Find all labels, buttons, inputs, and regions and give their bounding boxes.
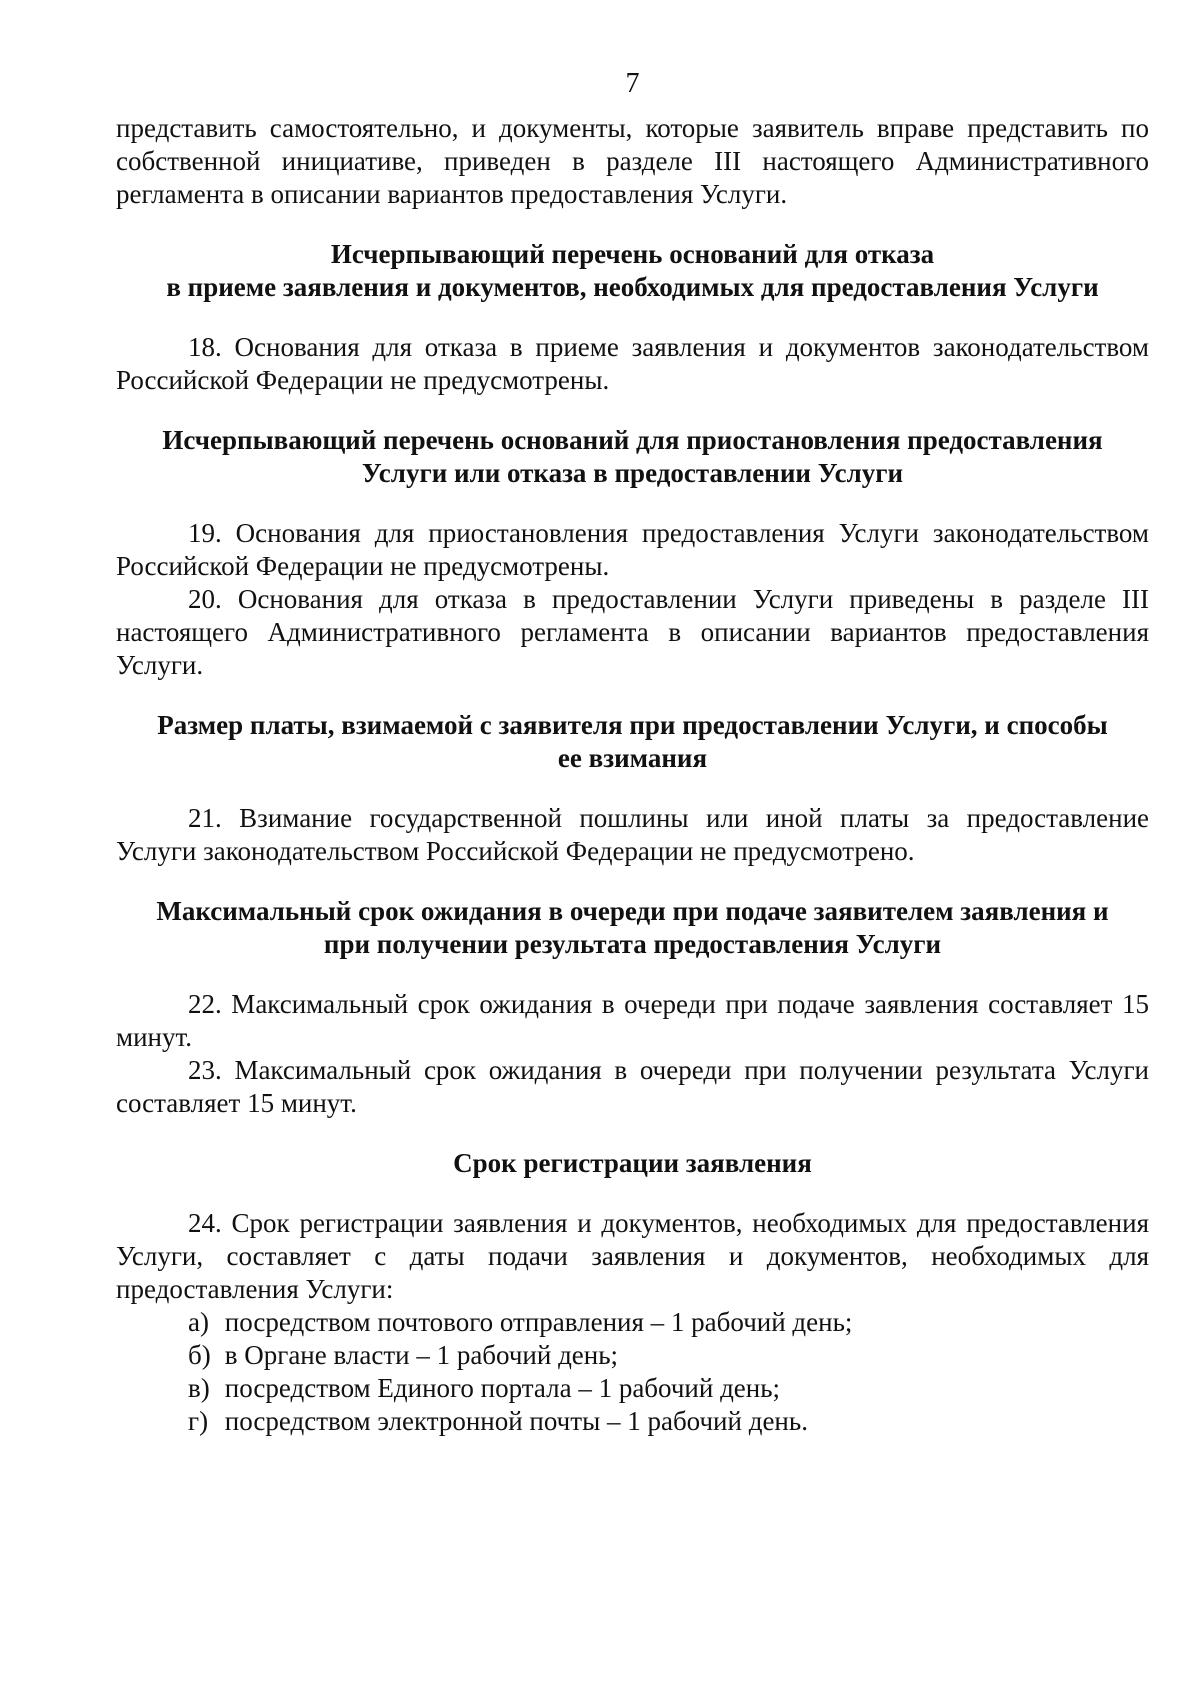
- section-heading-queue-time: [116, 895, 1149, 961]
- heading-line: в приеме заявления и документов, необходимых для предоставления Услуги: [166, 272, 1099, 302]
- list-item: [116, 1405, 1149, 1438]
- list-marker: г): [188, 1406, 209, 1436]
- paragraph-22: 22. Максимальный срок ожидания в очереди при подаче заявления составляет 15 минут.: [116, 989, 1149, 1052]
- list-marker: в): [188, 1373, 210, 1403]
- heading-line: при получении результата предоставления Услуги: [323, 929, 942, 959]
- section-heading-registration-time: [116, 1147, 1149, 1180]
- paragraph-24: 24. Срок регистрации заявления и документов, необходимых для предоставления Услуги, составляет с даты подачи заявления и документов, необходимых для предоставления Услуги:: [116, 1208, 1149, 1304]
- paragraph-21: 21. Взимание государственной пошлины или иной платы за предоставление Услуги законодательством Российской Федерации не предусмотрено.: [116, 803, 1149, 866]
- heading-line: Максимальный срок ожидания в очереди при подаче заявителем заявления и: [156, 896, 1109, 926]
- page-number: 7: [625, 68, 640, 99]
- heading-line: Размер платы, взимаемой с заявителя при предоставлении Услуги, и способы: [157, 710, 1108, 740]
- section-heading-fee: [116, 709, 1149, 775]
- list-item-text: в Органе власти – 1 рабочий день;: [224, 1340, 619, 1370]
- list-item-text: посредством электронной почты – 1 рабочий день.: [224, 1406, 808, 1436]
- paragraph-18: 18. Основания для отказа в приеме заявления и документов законодательством Российской Федерации не предусмотрены.: [116, 332, 1149, 395]
- list-item: [116, 1372, 1149, 1405]
- document-page: [116, 64, 1149, 1438]
- list-item-text: посредством Единого портала – 1 рабочий день;: [224, 1373, 781, 1403]
- list-item: [116, 1339, 1149, 1372]
- paragraph-23: 23. Максимальный срок ожидания в очереди при получении результата Услуги составляет 15 минут.: [116, 1055, 1149, 1118]
- list-item-text: посредством почтового отправления – 1 рабочий день;: [224, 1307, 853, 1337]
- section-heading-suspension-refusal: [116, 424, 1149, 490]
- heading-line: Срок регистрации заявления: [453, 1148, 812, 1178]
- list-marker: а): [188, 1307, 209, 1337]
- paragraph-20: 20. Основания для отказа в предоставлении Услуги приведены в разделе III настоящего Административного регламента в описании вариантов предоставления Услуги.: [116, 584, 1149, 680]
- heading-line: Услуги или отказа в предоставлении Услуги: [361, 458, 904, 488]
- section-heading-refusal-acceptance: [116, 238, 1149, 304]
- heading-line: Исчерпывающий перечень оснований для приостановления предоставления: [162, 425, 1103, 455]
- intro-paragraph: представить самостоятельно, и документы, которые заявитель вправе представить по собственной инициативе, приведен в разделе III настоящего Административного регламента в описании вариантов предоставления Услуги.: [116, 113, 1149, 209]
- heading-line: ее взимания: [557, 743, 708, 773]
- list-marker: б): [188, 1340, 211, 1370]
- list-item: [116, 1306, 1149, 1339]
- paragraph-19: 19. Основания для приостановления предоставления Услуги законодательством Российской Федерации не предусмотрены.: [116, 518, 1149, 581]
- heading-line: Исчерпывающий перечень оснований для отказа: [330, 239, 935, 269]
